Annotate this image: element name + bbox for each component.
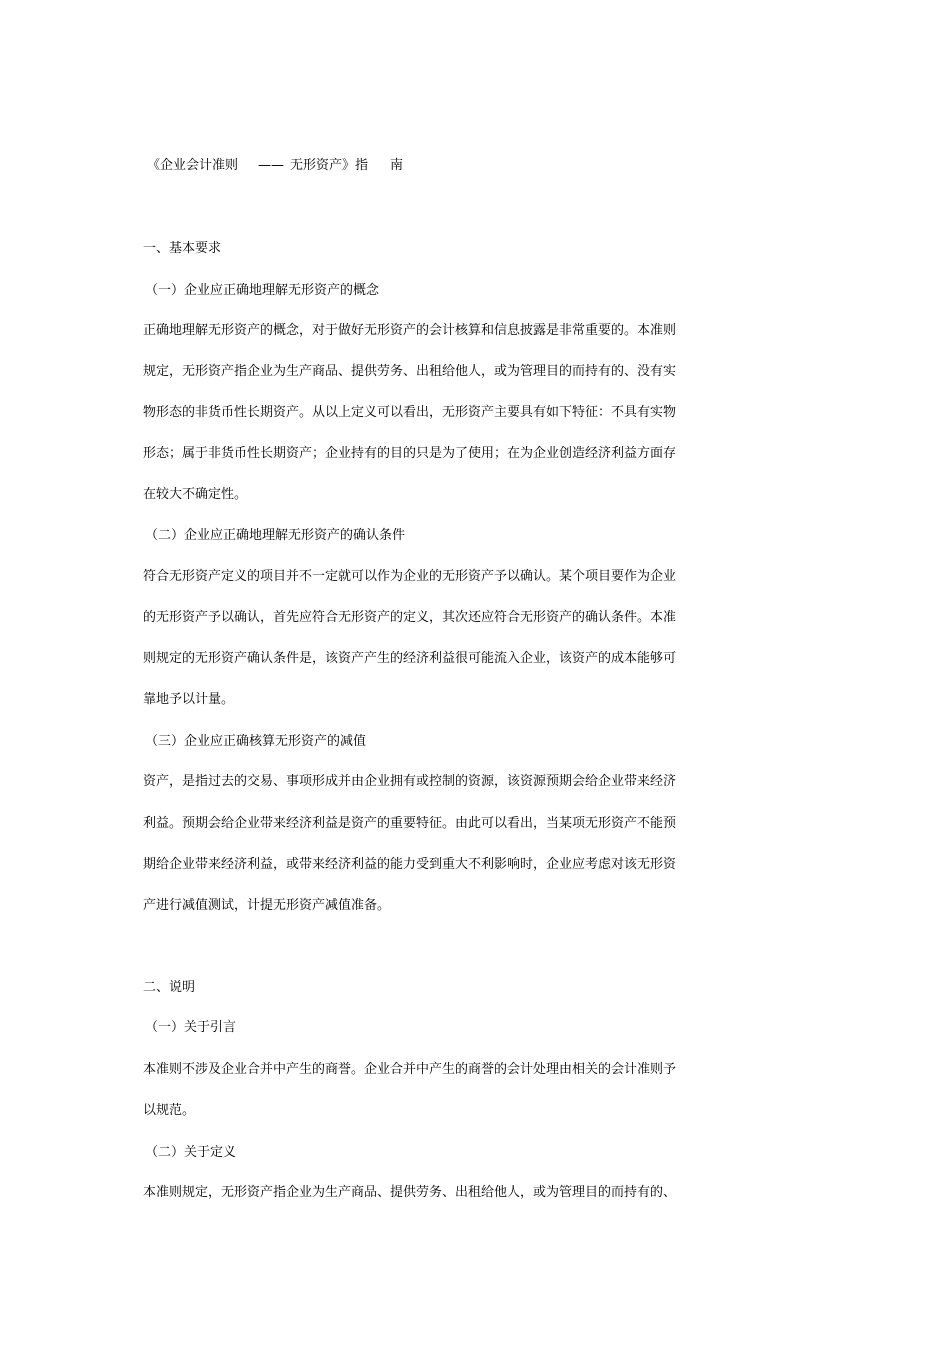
section-1-sub-3-heading: （三）企业应正确核算无形资产的减值 [145, 734, 367, 749]
paragraph-line: 以规范。 [143, 1103, 196, 1118]
paragraph-line: 本准则不涉及企业合并中产生的商誉。企业合并中产生的商誉的会计处理由相关的会计准则予 [143, 1062, 677, 1077]
paragraph-line: 期给企业带来经济利益，或带来经济利益的能力受到重大不利影响时，企业应考虑对该无形资 [143, 857, 677, 872]
paragraph-line: 规定，无形资产指企业为生产商品、提供劳务、出租给他人，或为管理目的而持有的、没有实 [143, 364, 677, 379]
section-2-sub-1-heading: （一）关于引言 [145, 1020, 237, 1035]
paragraph-line: 本准则规定，无形资产指企业为生产商品、提供劳务、出租给他人，或为管理目的而持有的、 [143, 1185, 677, 1200]
paragraph-line: 产进行减值测试，计提无形资产减值准备。 [143, 898, 391, 913]
paragraph-line: 符合无形资产定义的项目并不一定就可以作为企业的无形资产予以确认。某个项目要作为企业 [143, 569, 677, 584]
paragraph-line: 则规定的无形资产确认条件是，该资产产生的经济利益很可能流入企业，该资产的成本能够可 [143, 651, 677, 666]
title-dash: —— [258, 158, 285, 173]
paragraph-line: 物形态的非货币性长期资产。从以上定义可以看出，无形资产主要具有如下特征：不具有实物 [143, 405, 677, 420]
section-1-sub-2-heading: （二）企业应正确地理解无形资产的确认条件 [145, 528, 406, 543]
section-2-sub-2-heading: （二）关于定义 [145, 1145, 237, 1160]
paragraph-line: 正确地理解无形资产的概念，对于做好无形资产的会计核算和信息披露是非常重要的。本准则 [143, 323, 677, 338]
paragraph-line: 利益。预期会给企业带来经济利益是资产的重要特征。由此可以看出，当某项无形资产不能预 [143, 816, 677, 831]
section-2-heading: 二、说明 [143, 980, 196, 995]
title-part-1: 《企业会计准则 [147, 158, 239, 173]
title-part-2: 无形资产》指 [290, 158, 369, 173]
paragraph-line: 形态；属于非货币性长期资产；企业持有的目的只是为了使用；在为企业创造经济利益方面存 [143, 446, 677, 461]
section-1-sub-1-heading: （一）企业应正确地理解无形资产的概念 [145, 283, 380, 298]
paragraph-line: 资产，是指过去的交易、事项形成并由企业拥有或控制的资源，该资源预期会给企业带来经济 [143, 774, 677, 789]
document-title [147, 158, 403, 174]
paragraph-line: 靠地予以计量。 [143, 692, 235, 707]
title-part-3: 南 [390, 158, 404, 173]
section-1-heading: 一、基本要求 [143, 241, 222, 256]
paragraph-line: 在较大不确定性。 [143, 487, 248, 502]
paragraph-line: 的无形资产予以确认，首先应符合无形资产的定义，其次还应符合无形资产的确认条件。本准 [143, 610, 677, 625]
